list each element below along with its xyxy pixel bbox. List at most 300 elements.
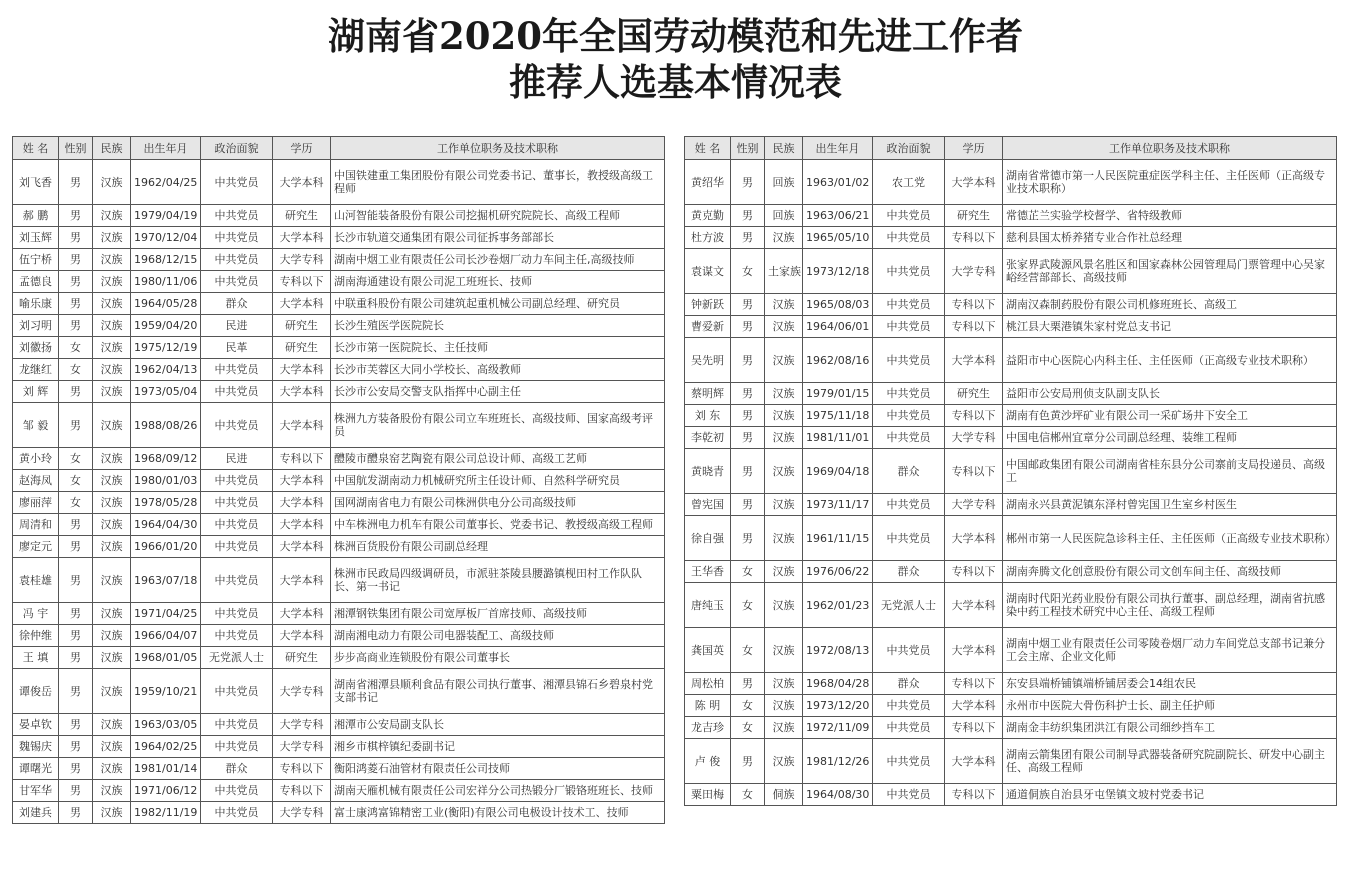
cell-work-unit-title: 长沙市芙蓉区大同小学校长、高级教师: [331, 359, 665, 381]
cell-ethnicity: 汉族: [93, 315, 131, 337]
table-header-row: [13, 137, 665, 160]
cell-gender: 女: [731, 628, 765, 673]
cell-gender: 男: [59, 249, 93, 271]
cell-work-unit-title: 东安县端桥铺镇端桥铺居委会14组农民: [1003, 673, 1337, 695]
table-row: [685, 516, 1337, 561]
cell-name: 王华香: [685, 561, 731, 583]
cell-education: 大学本科: [945, 516, 1003, 561]
cell-name: 曹爱新: [685, 316, 731, 338]
cell-gender: 男: [59, 736, 93, 758]
cell-political-status: 民进: [201, 315, 273, 337]
cell-political-status: 中共党员: [201, 802, 273, 824]
cell-political-status: 中共党员: [201, 736, 273, 758]
cell-education: 大学专科: [273, 802, 331, 824]
table-row: [13, 448, 665, 470]
column-header-birth-date: 出生年月: [803, 137, 873, 160]
cell-political-status: 中共党员: [201, 780, 273, 802]
cell-political-status: 民革: [201, 337, 273, 359]
cell-birth-date: 1981/11/01: [803, 427, 873, 449]
cell-political-status: 中共党员: [201, 492, 273, 514]
cell-ethnicity: 汉族: [765, 427, 803, 449]
cell-birth-date: 1979/01/15: [803, 383, 873, 405]
cell-education: 大学专科: [273, 736, 331, 758]
cell-birth-date: 1962/08/16: [803, 338, 873, 383]
cell-birth-date: 1980/01/03: [131, 470, 201, 492]
cell-work-unit-title: 张家界武陵源风景名胜区和国家森林公园管理局门票管理中心吴家峪经营部部长、高级技师: [1003, 249, 1337, 294]
cell-birth-date: 1962/04/25: [131, 160, 201, 205]
page-title-line2: 推荐人选基本情况表: [509, 60, 842, 104]
cell-birth-date: 1962/04/13: [131, 359, 201, 381]
cell-political-status: 中共党员: [201, 558, 273, 603]
cell-education: 专科以下: [273, 758, 331, 780]
cell-political-status: 中共党员: [873, 494, 945, 516]
cell-political-status: 中共党员: [873, 205, 945, 227]
cell-work-unit-title: 中国电信郴州宜章分公司副总经理、装维工程师: [1003, 427, 1337, 449]
table-row: [13, 205, 665, 227]
cell-work-unit-title: 湖南天雁机械有限责任公司宏祥分公司热锻分厂锻铬班班长、技师: [331, 780, 665, 802]
cell-name: 魏锡庆: [13, 736, 59, 758]
cell-gender: 女: [731, 561, 765, 583]
cell-political-status: 中共党员: [201, 205, 273, 227]
column-header-education: 学历: [273, 137, 331, 160]
cell-work-unit-title: 湖南云箭集团有限公司制导武器装备研究院副院长、研发中心副主任、高级工程师: [1003, 739, 1337, 784]
cell-birth-date: 1964/05/28: [131, 293, 201, 315]
column-header-political-status: 政治面貌: [873, 137, 945, 160]
cell-political-status: 中共党员: [873, 249, 945, 294]
table-row: [685, 383, 1337, 405]
cell-gender: 男: [59, 802, 93, 824]
cell-work-unit-title: 益阳市中心医院心内科主任、主任医师（正高级专业技术职称）: [1003, 338, 1337, 383]
cell-birth-date: 1975/12/19: [131, 337, 201, 359]
cell-birth-date: 1961/11/15: [803, 516, 873, 561]
cell-birth-date: 1963/06/21: [803, 205, 873, 227]
cell-ethnicity: 汉族: [93, 558, 131, 603]
cell-education: 专科以下: [945, 784, 1003, 806]
cell-education: 大学专科: [273, 249, 331, 271]
cell-political-status: 中共党员: [201, 603, 273, 625]
cell-birth-date: 1972/08/13: [803, 628, 873, 673]
cell-birth-date: 1968/09/12: [131, 448, 201, 470]
cell-name: 龚国英: [685, 628, 731, 673]
cell-education: 研究生: [945, 383, 1003, 405]
cell-gender: 男: [59, 293, 93, 315]
table-row: [13, 780, 665, 802]
cell-name: 刘建兵: [13, 802, 59, 824]
cell-gender: 女: [59, 470, 93, 492]
cell-education: 研究生: [273, 315, 331, 337]
cell-name: 曾宪国: [685, 494, 731, 516]
table-row: [685, 494, 1337, 516]
cell-work-unit-title: 湖南汉森制药股份有限公司机修班班长、高级工: [1003, 294, 1337, 316]
cell-gender: 男: [731, 405, 765, 427]
cell-name: 周清和: [13, 514, 59, 536]
cell-gender: 男: [59, 403, 93, 448]
cell-name: 唐纯玉: [685, 583, 731, 628]
cell-political-status: 中共党员: [873, 383, 945, 405]
table-row: [685, 717, 1337, 739]
cell-work-unit-title: 长沙市轨道交通集团有限公司征拆事务部部长: [331, 227, 665, 249]
cell-education: 研究生: [945, 205, 1003, 227]
cell-work-unit-title: 湖南湘电动力有限公司电器装配工、高级技师: [331, 625, 665, 647]
cell-name: 龙继红: [13, 359, 59, 381]
table-row: [685, 449, 1337, 494]
cell-education: 大学专科: [945, 249, 1003, 294]
cell-political-status: 中共党员: [873, 717, 945, 739]
cell-birth-date: 1964/04/30: [131, 514, 201, 536]
cell-education: 大学本科: [273, 403, 331, 448]
cell-education: 大学本科: [273, 359, 331, 381]
cell-birth-date: 1988/08/26: [131, 403, 201, 448]
cell-name: 谭俊岳: [13, 669, 59, 714]
cell-name: 廖丽萍: [13, 492, 59, 514]
cell-education: 研究生: [273, 337, 331, 359]
cell-birth-date: 1973/05/04: [131, 381, 201, 403]
cell-education: 研究生: [273, 205, 331, 227]
cell-gender: 女: [59, 448, 93, 470]
cell-political-status: 中共党员: [201, 359, 273, 381]
cell-name: 王 填: [13, 647, 59, 669]
cell-gender: 男: [731, 160, 765, 205]
cell-education: 专科以下: [945, 717, 1003, 739]
cell-name: 刘徽扬: [13, 337, 59, 359]
cell-birth-date: 1973/11/17: [803, 494, 873, 516]
cell-political-status: 中共党员: [873, 784, 945, 806]
cell-political-status: 群众: [201, 758, 273, 780]
cell-gender: 女: [731, 717, 765, 739]
cell-political-status: 中共党员: [201, 160, 273, 205]
table-row: [13, 337, 665, 359]
column-header-gender: 性别: [59, 137, 93, 160]
cell-birth-date: 1959/10/21: [131, 669, 201, 714]
cell-name: 刘玉辉: [13, 227, 59, 249]
cell-ethnicity: 回族: [765, 205, 803, 227]
cell-work-unit-title: 中国铁建重工集团股份有限公司党委书记、董事长，教授级高级工程师: [331, 160, 665, 205]
cell-gender: 男: [59, 758, 93, 780]
cell-gender: 女: [59, 337, 93, 359]
cell-name: 蔡明辉: [685, 383, 731, 405]
cell-birth-date: 1965/05/10: [803, 227, 873, 249]
cell-gender: 女: [731, 249, 765, 294]
cell-birth-date: 1971/04/25: [131, 603, 201, 625]
table-row: [685, 628, 1337, 673]
cell-birth-date: 1968/12/15: [131, 249, 201, 271]
cell-gender: 男: [59, 669, 93, 714]
cell-name: 徐仲维: [13, 625, 59, 647]
table-row: [13, 271, 665, 293]
cell-name: 龙吉珍: [685, 717, 731, 739]
cell-political-status: 中共党员: [201, 625, 273, 647]
cell-political-status: 中共党员: [201, 514, 273, 536]
cell-political-status: 中共党员: [873, 739, 945, 784]
cell-ethnicity: 汉族: [765, 494, 803, 516]
cell-ethnicity: 汉族: [765, 561, 803, 583]
cell-gender: 女: [731, 583, 765, 628]
table-row: [685, 249, 1337, 294]
cell-name: 冯 宇: [13, 603, 59, 625]
cell-education: 大学本科: [273, 536, 331, 558]
cell-education: 大学本科: [273, 227, 331, 249]
cell-work-unit-title: 湖南奔腾文化创意股份有限公司文创车间主任、高级技师: [1003, 561, 1337, 583]
column-header-ethnicity: 民族: [93, 137, 131, 160]
table-row: [685, 405, 1337, 427]
cell-name: 廖定元: [13, 536, 59, 558]
cell-work-unit-title: 长沙市公安局交警支队指挥中心副主任: [331, 381, 665, 403]
cell-gender: 男: [59, 227, 93, 249]
table-row: [13, 603, 665, 625]
cell-education: 专科以下: [945, 227, 1003, 249]
cell-name: 钟新跃: [685, 294, 731, 316]
table-row: [13, 736, 665, 758]
cell-birth-date: 1973/12/20: [803, 695, 873, 717]
cell-ethnicity: 汉族: [93, 603, 131, 625]
cell-education: 大学本科: [945, 583, 1003, 628]
cell-ethnicity: 汉族: [93, 780, 131, 802]
cell-political-status: 群众: [873, 449, 945, 494]
cell-education: 大学本科: [273, 160, 331, 205]
cell-education: 大学本科: [273, 558, 331, 603]
cell-gender: 男: [59, 315, 93, 337]
table-row: [13, 558, 665, 603]
cell-ethnicity: 汉族: [93, 359, 131, 381]
cell-birth-date: 1980/11/06: [131, 271, 201, 293]
cell-education: 专科以下: [273, 448, 331, 470]
table-row: [13, 714, 665, 736]
table-row: [685, 673, 1337, 695]
cell-name: 黄小玲: [13, 448, 59, 470]
cell-name: 黄晓青: [685, 449, 731, 494]
cell-birth-date: 1963/01/02: [803, 160, 873, 205]
cell-political-status: 无党派人士: [201, 647, 273, 669]
cell-birth-date: 1975/11/18: [803, 405, 873, 427]
cell-work-unit-title: 中国邮政集团有限公司湖南省桂东县分公司寨前支局投递员、高级工: [1003, 449, 1337, 494]
table-row: [685, 205, 1337, 227]
cell-ethnicity: 汉族: [93, 403, 131, 448]
cell-ethnicity: 土家族: [765, 249, 803, 294]
cell-gender: 男: [731, 494, 765, 516]
cell-birth-date: 1981/12/26: [803, 739, 873, 784]
cell-name: 刘 辉: [13, 381, 59, 403]
cell-name: 陈 明: [685, 695, 731, 717]
cell-birth-date: 1962/01/23: [803, 583, 873, 628]
cell-education: 大学本科: [273, 492, 331, 514]
cell-political-status: 中共党员: [201, 403, 273, 448]
cell-name: 伍宁桥: [13, 249, 59, 271]
cell-birth-date: 1966/01/20: [131, 536, 201, 558]
cell-ethnicity: 汉族: [765, 673, 803, 695]
column-header-birth-date: 出生年月: [131, 137, 201, 160]
cell-work-unit-title: 湘潭市公安局副支队长: [331, 714, 665, 736]
cell-name: 刘习明: [13, 315, 59, 337]
cell-name: 袁桂雄: [13, 558, 59, 603]
cell-education: 大学本科: [273, 470, 331, 492]
table-row: [685, 784, 1337, 806]
cell-gender: 女: [731, 784, 765, 806]
cell-gender: 男: [731, 338, 765, 383]
cell-gender: 男: [731, 739, 765, 784]
cell-ethnicity: 汉族: [93, 714, 131, 736]
table-row: [685, 294, 1337, 316]
cell-education: 专科以下: [945, 294, 1003, 316]
cell-ethnicity: 侗族: [765, 784, 803, 806]
table-row: [13, 470, 665, 492]
cell-ethnicity: 汉族: [765, 516, 803, 561]
table-row: [13, 227, 665, 249]
cell-political-status: 中共党员: [873, 294, 945, 316]
cell-name: 周松柏: [685, 673, 731, 695]
cell-gender: 男: [59, 536, 93, 558]
cell-political-status: 中共党员: [873, 628, 945, 673]
cell-ethnicity: 汉族: [765, 405, 803, 427]
column-header-education: 学历: [945, 137, 1003, 160]
cell-work-unit-title: 富士康鸿富锦精密工业(衡阳)有限公司电极设计技术工、技师: [331, 802, 665, 824]
cell-political-status: 中共党员: [873, 227, 945, 249]
table-row: [13, 514, 665, 536]
cell-birth-date: 1969/04/18: [803, 449, 873, 494]
cell-name: 吴先明: [685, 338, 731, 383]
cell-ethnicity: 汉族: [93, 492, 131, 514]
cell-ethnicity: 汉族: [93, 536, 131, 558]
cell-ethnicity: 汉族: [765, 583, 803, 628]
cell-ethnicity: 汉族: [93, 249, 131, 271]
cell-name: 甘军华: [13, 780, 59, 802]
cell-education: 大学专科: [945, 427, 1003, 449]
cell-political-status: 中共党员: [873, 695, 945, 717]
table-row: [13, 625, 665, 647]
column-header-gender: 性别: [731, 137, 765, 160]
cell-work-unit-title: 中国航发湖南动力机械研究所主任设计师、自然科学研究员: [331, 470, 665, 492]
cell-work-unit-title: 慈利县国太桥养猪专业合作社总经理: [1003, 227, 1337, 249]
cell-name: 李乾初: [685, 427, 731, 449]
cell-education: 大学本科: [945, 338, 1003, 383]
cell-education: 专科以下: [945, 449, 1003, 494]
cell-name: 卢 俊: [685, 739, 731, 784]
cell-ethnicity: 汉族: [93, 271, 131, 293]
cell-name: 喻乐康: [13, 293, 59, 315]
cell-name: 孟德良: [13, 271, 59, 293]
cell-political-status: 群众: [201, 293, 273, 315]
table-row: [13, 492, 665, 514]
cell-birth-date: 1965/08/03: [803, 294, 873, 316]
cell-work-unit-title: 长沙市第一医院院长、主任技师: [331, 337, 665, 359]
cell-birth-date: 1968/01/05: [131, 647, 201, 669]
cell-work-unit-title: 常德芷兰实验学校督学、省特级教师: [1003, 205, 1337, 227]
cell-work-unit-title: 湖南永兴县黄泥镇东泽村曾宪国卫生室乡村医生: [1003, 494, 1337, 516]
cell-ethnicity: 汉族: [765, 717, 803, 739]
cell-ethnicity: 汉族: [93, 470, 131, 492]
cell-work-unit-title: 湖南时代阳光药业股份有限公司执行董事、副总经理，湖南省抗感染中药工程技术研究中心主任、高级工程师: [1003, 583, 1337, 628]
table-row: [685, 695, 1337, 717]
cell-birth-date: 1966/04/07: [131, 625, 201, 647]
cell-education: 专科以下: [945, 316, 1003, 338]
cell-ethnicity: 汉族: [93, 647, 131, 669]
cell-ethnicity: 汉族: [765, 383, 803, 405]
cell-education: 大学专科: [945, 494, 1003, 516]
cell-work-unit-title: 中联重科股份有限公司建筑起重机械公司副总经理、研究员: [331, 293, 665, 315]
cell-political-status: 中共党员: [873, 338, 945, 383]
cell-political-status: 无党派人士: [873, 583, 945, 628]
table-row: [13, 802, 665, 824]
cell-political-status: 中共党员: [201, 536, 273, 558]
cell-gender: 男: [59, 780, 93, 802]
cell-education: 大学本科: [945, 628, 1003, 673]
candidate-table-left: [12, 136, 665, 824]
cell-ethnicity: 汉族: [765, 628, 803, 673]
cell-name: 刘 东: [685, 405, 731, 427]
cell-political-status: 群众: [873, 673, 945, 695]
table-row: [685, 316, 1337, 338]
table-row: [13, 403, 665, 448]
column-header-name: 姓 名: [685, 137, 731, 160]
page-title-line1: 湖南省2020年全国劳动模范和先进工作者: [328, 14, 1023, 58]
cell-work-unit-title: 衡阳鸿菱石油管材有限责任公司技师: [331, 758, 665, 780]
cell-ethnicity: 汉族: [765, 695, 803, 717]
cell-education: 大学本科: [945, 739, 1003, 784]
table-row: [13, 359, 665, 381]
table-row: [685, 427, 1337, 449]
cell-gender: 男: [731, 516, 765, 561]
cell-ethnicity: 汉族: [765, 316, 803, 338]
cell-name: 刘飞香: [13, 160, 59, 205]
cell-gender: 男: [731, 449, 765, 494]
cell-birth-date: 1964/08/30: [803, 784, 873, 806]
cell-gender: 男: [59, 714, 93, 736]
cell-gender: 女: [731, 695, 765, 717]
cell-birth-date: 1981/01/14: [131, 758, 201, 780]
cell-birth-date: 1972/11/09: [803, 717, 873, 739]
cell-ethnicity: 汉族: [93, 514, 131, 536]
cell-political-status: 中共党员: [201, 271, 273, 293]
cell-ethnicity: 汉族: [93, 227, 131, 249]
cell-ethnicity: 汉族: [93, 802, 131, 824]
cell-work-unit-title: 步步高商业连锁股份有限公司董事长: [331, 647, 665, 669]
cell-political-status: 民进: [201, 448, 273, 470]
cell-gender: 男: [59, 381, 93, 403]
cell-political-status: 群众: [873, 561, 945, 583]
table-row: [13, 160, 665, 205]
cell-political-status: 中共党员: [201, 470, 273, 492]
cell-work-unit-title: 郴州市第一人民医院急诊科主任、主任医师（正高级专业技术职称）: [1003, 516, 1337, 561]
cell-birth-date: 1963/07/18: [131, 558, 201, 603]
cell-political-status: 农工党: [873, 160, 945, 205]
cell-ethnicity: 汉族: [765, 294, 803, 316]
cell-name: 袁谋文: [685, 249, 731, 294]
table-row: [13, 758, 665, 780]
cell-ethnicity: 汉族: [765, 739, 803, 784]
cell-education: 大学专科: [273, 714, 331, 736]
cell-ethnicity: 汉族: [93, 448, 131, 470]
cell-work-unit-title: 益阳市公安局刑侦支队副支队长: [1003, 383, 1337, 405]
table-row: [685, 561, 1337, 583]
cell-work-unit-title: 湖南省常德市第一人民医院重症医学科主任、主任医师（正高级专业技术职称）: [1003, 160, 1337, 205]
cell-political-status: 中共党员: [873, 516, 945, 561]
cell-name: 郝 鹏: [13, 205, 59, 227]
cell-name: 赵海凤: [13, 470, 59, 492]
cell-work-unit-title: 桃江县大栗港镇朱家村党总支书记: [1003, 316, 1337, 338]
cell-birth-date: 1968/04/28: [803, 673, 873, 695]
cell-work-unit-title: 长沙生殖医学医院院长: [331, 315, 665, 337]
cell-political-status: 中共党员: [201, 227, 273, 249]
cell-gender: 男: [59, 205, 93, 227]
cell-gender: 男: [731, 227, 765, 249]
cell-work-unit-title: 山河智能装备股份有限公司挖掘机研究院院长、高级工程师: [331, 205, 665, 227]
cell-work-unit-title: 湖南省湘潭县顺利食品有限公司执行董事、湘潭县锦石乡碧泉村党支部书记: [331, 669, 665, 714]
table-row: [13, 647, 665, 669]
cell-gender: 男: [731, 673, 765, 695]
cell-work-unit-title: 通道侗族自治县牙屯堡镇文坡村党委书记: [1003, 784, 1337, 806]
cell-work-unit-title: 湖南金丰纺织集团洪江有限公司细纱挡车工: [1003, 717, 1337, 739]
table-row: [13, 381, 665, 403]
cell-ethnicity: 汉族: [93, 205, 131, 227]
